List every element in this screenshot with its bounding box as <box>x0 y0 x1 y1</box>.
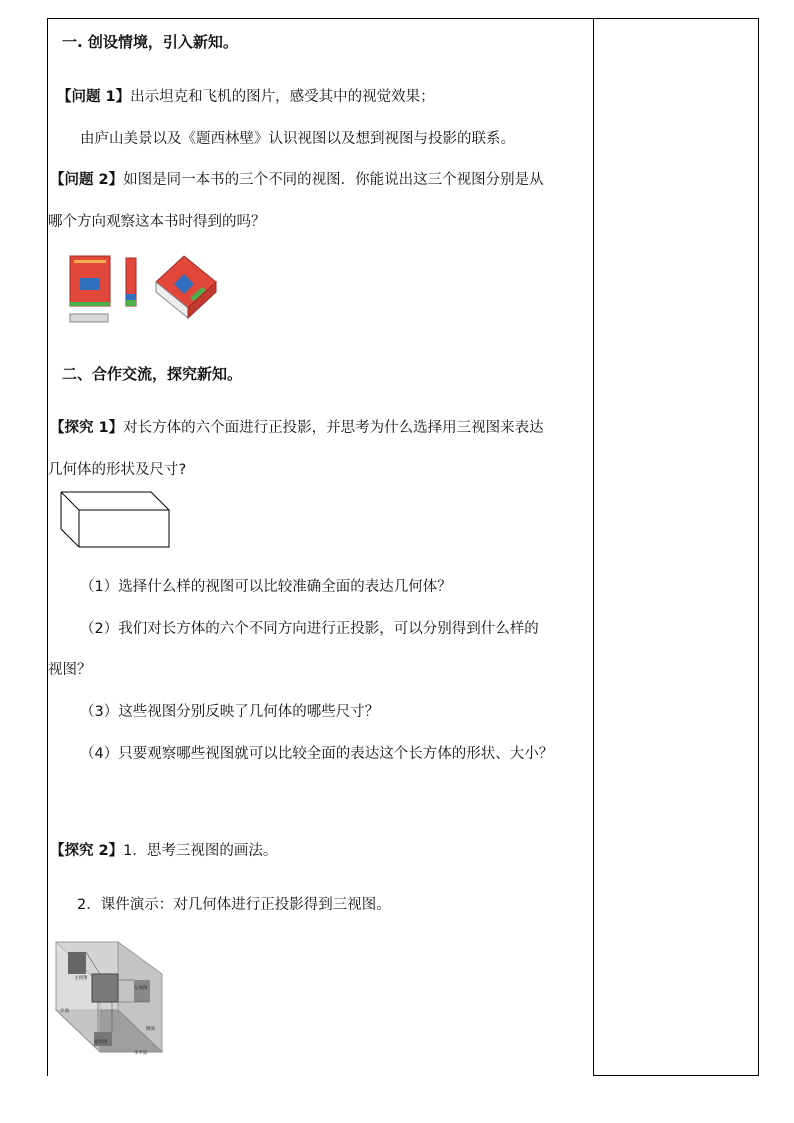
sub-question-4: （4）只要观察哪些视图就可以比较全面的表达这个长方体的形状、大小？ <box>80 746 554 762</box>
sub-question-3: （3）这些视图分别反映了几何体的哪些尺寸？ <box>80 704 380 720</box>
book-side-blue-band <box>126 294 136 300</box>
explore2-label: 【探究 2】 <box>50 843 124 859</box>
cuboid-fill <box>61 492 169 547</box>
question1-label: 【问题 1】 <box>57 89 131 105</box>
question2 <box>50 170 544 190</box>
label-main-view: 主视图 <box>74 976 88 981</box>
table-bottom-border <box>593 1075 759 1076</box>
book-views-figure <box>66 252 218 326</box>
book-front-stripe <box>70 302 110 306</box>
explore1 <box>50 418 544 438</box>
cuboid-figure <box>59 489 173 551</box>
table-top-border <box>47 18 759 19</box>
question2-label: 【问题 2】 <box>50 172 124 188</box>
main-view-projection <box>68 952 86 974</box>
section2-heading: 二、合作交流，探究新知。 <box>62 365 243 383</box>
book-side-green-band <box>126 300 136 306</box>
book-bottom-view <box>70 314 108 322</box>
sub-question-1: （1）选择什么样的视图可以比较准确全面的表达几何体？ <box>80 579 452 595</box>
explore2 <box>50 841 277 861</box>
book-front-emblem <box>80 278 100 290</box>
sub-question-2: （2）我们对长方体的六个不同方向进行正投影，可以分别得到什么样的 <box>80 621 539 637</box>
question2-line2: 哪个方向观察这本书时得到的吗？ <box>48 214 266 230</box>
table-column-divider <box>593 18 594 1076</box>
table-left-border <box>47 18 48 1076</box>
label-horizontal-plane: 水平面 <box>134 1051 148 1056</box>
question2-text: 如图是同一本书的三个不同的视图．你能说出这三个视图分别是从 <box>123 172 544 188</box>
section1-heading: 一. 创设情境，引入新知。 <box>62 33 238 51</box>
projected-object <box>92 974 118 1002</box>
explore2-text: 1．思考三视图的画法。 <box>123 843 278 859</box>
sub-question-2-line2: 视图？ <box>48 662 92 678</box>
explore2-line2: 2．课件演示：对几何体进行正投影得到三视图。 <box>77 897 391 913</box>
explore1-line2: 几何体的形状及尺寸? <box>48 462 187 478</box>
book-front-title-band <box>74 260 106 263</box>
label-front-plane: 正面 <box>60 1009 69 1014</box>
table-right-border <box>758 18 759 1076</box>
question1-text: 出示坦克和飞机的图片，感受其中的视觉效果； <box>130 89 435 105</box>
three-view-projection-figure <box>54 940 166 1058</box>
left-view-projection <box>134 980 150 1002</box>
label-side-plane: 侧面 <box>146 1027 155 1032</box>
question1-line2: 由庐山美景以及《题西林壁》认识视图以及想到视图与投影的联系。 <box>80 131 515 147</box>
explore1-label: 【探究 1】 <box>50 420 124 436</box>
label-left-view: 左视图 <box>134 986 148 991</box>
label-plan-view: 俯视图 <box>94 1040 108 1045</box>
question1 <box>57 87 435 107</box>
explore1-text: 对长方体的六个面进行正投影，并思考为什么选择用三视图来表达 <box>123 420 544 436</box>
